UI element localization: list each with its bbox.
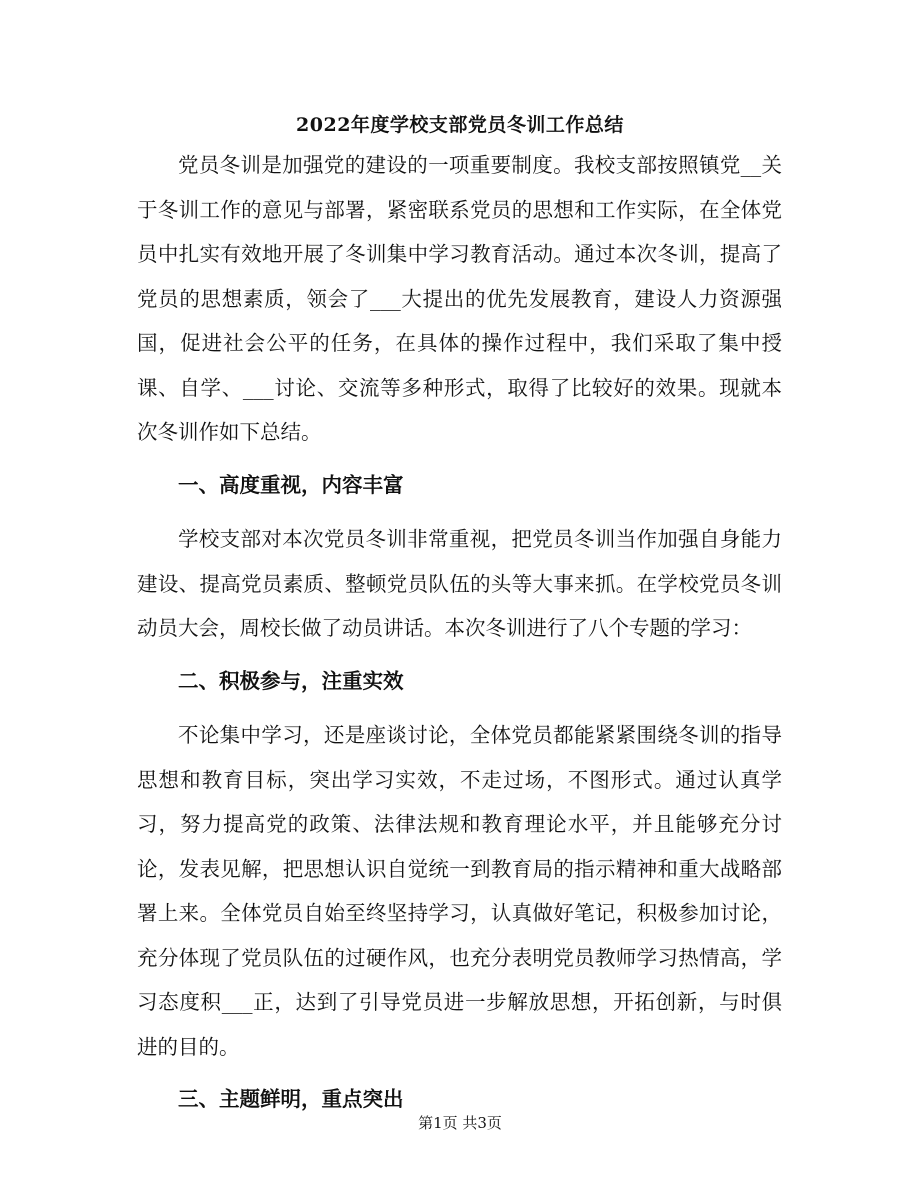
document-title: 2022年度学校支部党员冬训工作总结 — [296, 114, 624, 136]
section-heading-3: 三、主题鲜明，重点突出 — [178, 1087, 404, 1111]
section-heading-1: 一、高度重视，内容丰富 — [178, 472, 404, 497]
intro-paragraph: 党员冬训是加强党的建设的一项重要制度。我校支部按照镇党__关于冬训工作的意见与部署，紧密联系党员的思想和工作实际，在全体党员中扎实有效地开展了冬训集中学习教育活动。通过本次冬训，提高了党员的思想素质，领会了___大提出的优先发展教育，建设人力资源强国，促进社会公平的任务，在具体的操作过程中，我们采取了集中授课、自学、___讨论、交流等多种形式，取得了比较好的效果。现就本次冬训作如下总结。 — [137, 153, 782, 444]
section-heading-2: 二、积极参与，注重实效 — [178, 668, 404, 693]
page-indicator: 第1页 共3页 — [418, 1114, 502, 1132]
document-body — [137, 143, 782, 1132]
section-paragraph-1: 学校支部对本次党员冬训非常重视，把党员冬训当作加强自身能力建设、提高党员素质、整顿党员队伍的头等大事来抓。在学校党员冬训动员大会，周校长做了动员讲话。本次冬训进行了八个专题的学习： — [137, 527, 782, 640]
section-paragraph-2: 不论集中学习，还是座谈讨论，全体党员都能紧紧围绕冬训的指导思想和教育目标，突出学习实效，不走过场，不图形式。通过认真学习，努力提高党的政策、法律法规和教育理论水平，并且能够充分讨论，发表见解，把思想认识自觉统一到教育局的指示精神和重大战略部署上来。全体党员自始至终坚持学习，认真做好笔记，积极参加讨论，充分体现了党员队伍的过硬作风，也充分表明党员教师学习热情高，学习态度积___正，达到了引导党员进一步解放思想，开拓创新，与时俱进的目的。 — [137, 723, 782, 1059]
